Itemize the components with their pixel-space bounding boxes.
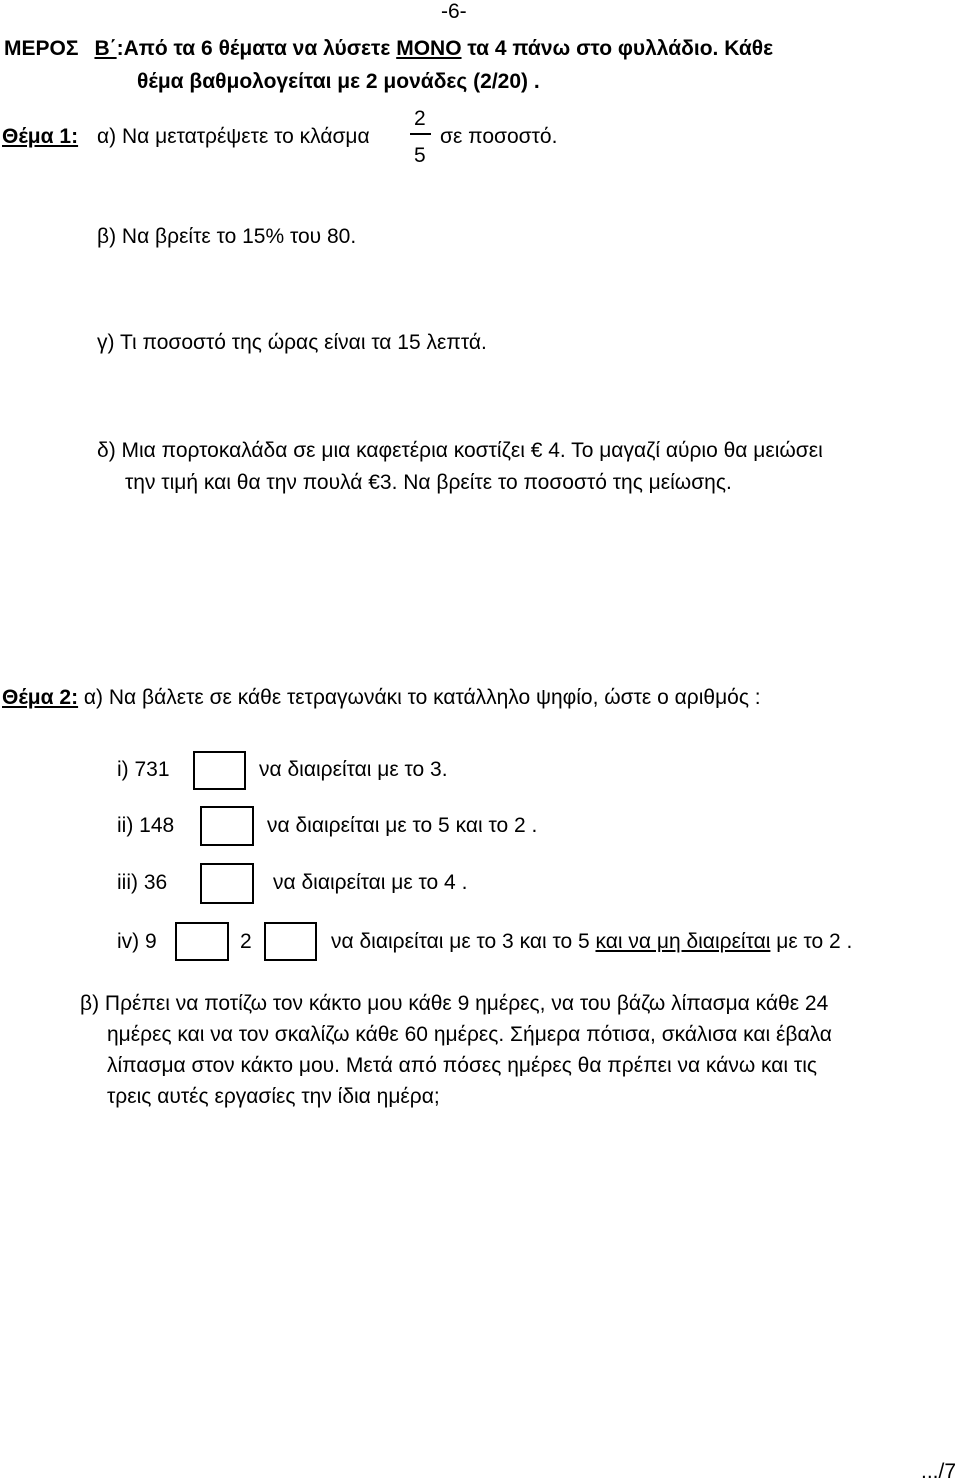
theme1-b: β) Να βρείτε το 15% του 80. xyxy=(97,225,357,248)
theme2-b-line-2: ημέρες και να τον σκαλίζω κάθε 60 ημέρες. Σήμερα πότισα, σκάλισα και έβαλα xyxy=(107,1023,832,1046)
page-number: -6- xyxy=(441,0,467,23)
part-label: ΜΕΡΟΣ xyxy=(4,37,79,60)
item-iii-answer-box[interactable] xyxy=(200,863,254,904)
theme2-b-line-3: λίπασμα στον κάκτο μου. Μετά από πόσες ημέρες θα πρέπει να κάνω και τις xyxy=(107,1054,818,1077)
part-letter: Β΄ xyxy=(94,37,117,60)
instructions-line-2: θέμα βαθμολογείται με 2 μονάδες (2/20) . xyxy=(137,70,540,93)
theme1-d-line-2: την τιμή και θα την πουλά €3. Να βρείτε το ποσοστό της μείωσης. xyxy=(125,471,732,494)
item-iv-label: iv) 9 xyxy=(117,930,157,953)
item-i-answer-box[interactable] xyxy=(193,751,246,790)
theme2-a-text: α) Να βάλετε σε κάθε τετραγωνάκι το κατάλληλο ψηφίο, ώστε ο αριθμός : xyxy=(78,686,761,709)
instructions-mono: ΜΟΝΟ xyxy=(396,37,462,60)
theme2-b-line-4: τρεις αυτές εργασίες την ίδια ημέρα; xyxy=(107,1085,440,1108)
item-iv-answer-box-1[interactable] xyxy=(175,922,229,961)
item-i-text: να διαιρείται με το 3. xyxy=(259,758,448,781)
instructions-line-1 xyxy=(4,38,773,59)
theme1-a-text: α) Να μετατρέψετε το κλάσμα xyxy=(97,125,370,148)
theme2-b-line-1: β) Πρέπει να ποτίζω τον κάκτο μου κάθε 9 ημέρες, να του βάζω λίπασμα κάθε 24 xyxy=(80,992,829,1015)
instructions-text-b: τα 4 πάνω στο φυλλάδιο. Κάθε xyxy=(461,37,774,60)
item-iv-text-underlined: και να μη διαιρείται xyxy=(595,930,771,953)
item-i-label: i) 731 xyxy=(117,758,170,781)
item-iv-text-a: να διαιρείται με το 3 και το 5 xyxy=(331,930,596,953)
theme1-a-after: σε ποσοστό. xyxy=(440,125,558,148)
theme1-c: γ) Τι ποσοστό της ώρας είναι τα 15 λεπτά. xyxy=(97,331,487,354)
theme2-a-line xyxy=(2,687,761,708)
fraction-numerator: 2 xyxy=(414,107,426,130)
fraction-bar xyxy=(410,133,431,135)
item-iii-label: iii) 36 xyxy=(117,871,168,894)
item-ii-label: ii) 148 xyxy=(117,814,175,837)
item-iii-text: να διαιρείται με το 4 . xyxy=(273,871,468,894)
next-page-marker: .../7 xyxy=(921,1460,957,1483)
fraction-denominator: 5 xyxy=(414,144,426,167)
instructions-text-a: :Από τα 6 θέματα να λύσετε xyxy=(116,37,397,60)
item-iv-text xyxy=(331,931,852,952)
item-ii-answer-box[interactable] xyxy=(200,806,254,846)
theme1-label: Θέμα 1: xyxy=(2,125,79,148)
item-iv-text-b: με το 2 . xyxy=(770,930,853,953)
item-ii-text: να διαιρείται με το 5 και το 2 . xyxy=(267,814,538,837)
item-iv-answer-box-2[interactable] xyxy=(264,922,317,961)
item-iv-middle-digit: 2 xyxy=(240,930,252,953)
theme2-label: Θέμα 2: xyxy=(2,686,79,709)
theme1-d-line-1: δ) Μια πορτοκαλάδα σε μια καφετέρια κοστίζει € 4. Το μαγαζί αύριο θα μειώσει xyxy=(97,439,823,462)
